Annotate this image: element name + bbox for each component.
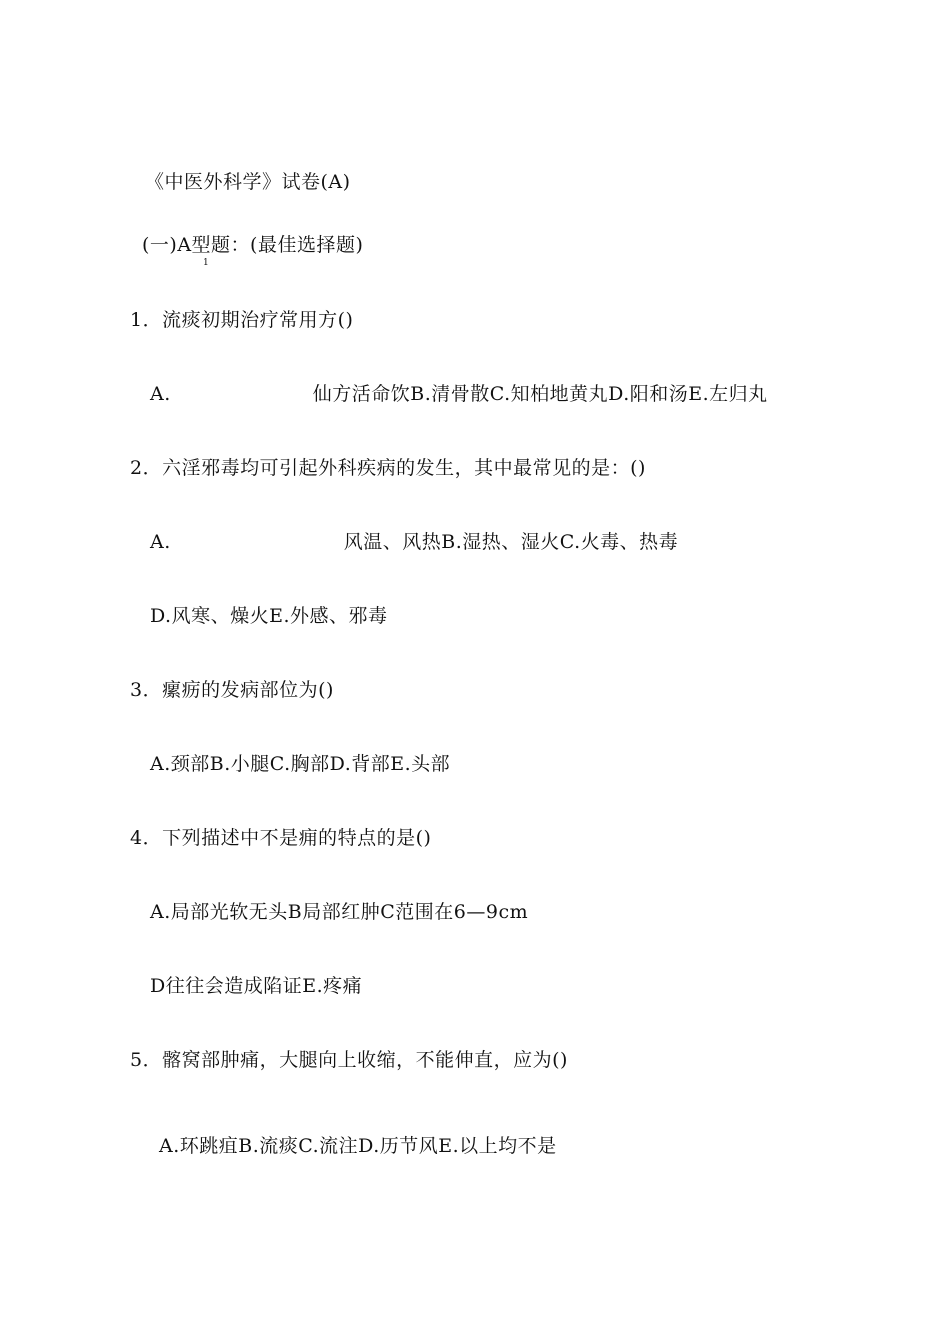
section-heading: (一)A型题：(最佳选择题)	[142, 234, 364, 256]
footnote-mark: 1	[203, 258, 209, 268]
option-text: 风温、风热B.湿热、湿火C.火毒、热毒	[343, 531, 679, 553]
question-5-options: A.环跳疽B.流痰C.流注D.历节风E.以上均不是	[159, 1135, 557, 1157]
question-4-options-line-2: D往往会造成陷证E.疼痛	[150, 975, 363, 997]
question-4-options-line-1: A.局部光软无头B局部红肿C范围在6—9cm	[150, 901, 529, 923]
option-label: A.	[150, 531, 171, 553]
question-1-options	[150, 382, 768, 406]
option-text: 仙方活命饮B.清骨散C.知柏地黄丸D.阳和汤E.左归丸	[312, 383, 768, 405]
question-2-options-line-1	[150, 530, 678, 554]
question-2-stem: 2．六淫邪毒均可引起外科疾病的发生，其中最常见的是：()	[130, 457, 646, 479]
question-3-options: A.颈部B.小腿C.胸部D.背部E.头部	[150, 753, 451, 775]
question-1-stem: 1．流痰初期治疗常用方()	[130, 309, 354, 331]
option-label: A.	[150, 383, 171, 405]
question-3-stem: 3．瘰疬的发病部位为()	[130, 679, 334, 701]
question-2-options-line-2: D.风寒、燥火E.外感、邪毒	[150, 605, 388, 627]
question-5-stem: 5．髂窝部肿痛，大腿向上收缩，不能伸直，应为()	[130, 1049, 568, 1071]
question-4-stem: 4．下列描述中不是痈的特点的是()	[130, 827, 432, 849]
document-title: 《中医外科学》试卷(A)	[145, 171, 351, 193]
